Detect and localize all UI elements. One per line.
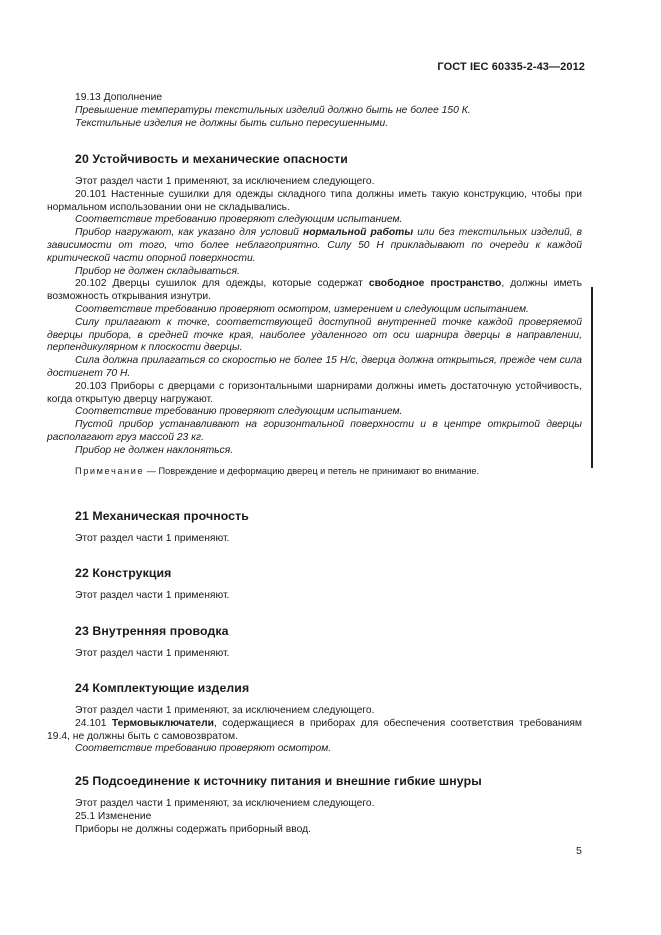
section-intro: Этот раздел части 1 применяют, за исключением следующего. [75,798,375,809]
test-rate: Сила должна прилагаться со скоростью не более 15 Н/с, дверца должна открыться, прежде чем сила достигнет 70 Н. [47,355,582,379]
document-header: ГОСТ IEC 60335-2-43—2012 [437,61,585,73]
test-result: Прибор не должен наклоняться. [75,444,234,456]
section-intro: Этот раздел части 1 применяют. [75,648,230,659]
section-heading: 23 Внутренняя проводка [75,624,229,638]
test-load: Прибор нагружают, как указано для условий нормальной работы или без текстильных изделий, в зависимости от того, что более неблагоприятно. Силу 50 Н прикладывают по очереди к каждой критической части опорной поверхности. [47,227,582,264]
section-heading: 22 Конструкция [75,566,172,580]
section-24 [47,681,582,756]
section-intro: Этот раздел части 1 применяют. [75,590,230,601]
change-bar [591,287,593,468]
clause-24-101: 24.101 Термовыключатели, содержащиеся в приборах для обеспечения соответствия требованиям 19.4, не должны быть с самовозвратом. [47,717,582,742]
section-heading: 20 Устойчивость и механические опасности [75,152,348,166]
compliance-check: Соответствие требованию проверяют следующим испытанием. [75,214,403,226]
compliance-check: Соответствие требованию проверяют осмотром, измерением и следующим испытанием. [75,303,529,315]
clause-title: 19.13 Дополнение [75,92,163,103]
clause-text: Приборы не должны содержать приборный ввод. [75,823,311,835]
test-result: Прибор не должен складываться. [75,265,240,277]
section-25 [75,774,582,836]
compliance-check: Соответствие требованию проверяют следующим испытанием. [75,406,403,418]
clause-20-103: 20.103 Приборы с дверцами с горизонтальными шарнирами должны иметь достаточную устойчивость, когда открытую дверцу нагружают. [47,380,582,405]
section-19-13 [75,92,582,130]
section-23 [75,624,582,661]
clause-20-102: 20.102 Дверцы сушилок для одежды, которые содержат свободное пространство, должны иметь возможность открывания изнутри. [47,278,582,303]
section-20-body [47,176,582,477]
page-number: 5 [576,845,582,857]
section-20 [75,152,582,166]
section-intro: Этот раздел части 1 применяют. [75,533,230,544]
clause-25-1: 25.1 Изменение [75,810,152,822]
clause-20-101: 20.101 Настенные сушилки для одежды складного типа должны иметь такую конструкцию, чтобы при нормальном использовании они не складывались. [47,188,582,213]
section-heading: 25 Подсоединение к источнику питания и внешние гибкие шнуры [75,774,482,788]
section-intro: Этот раздел части 1 применяют, за исключением следующего. [75,176,375,187]
note-label: Примечание [75,465,145,476]
section-22 [75,566,582,603]
compliance-check: Соответствие требованию проверяют осмотром. [75,743,332,755]
section-21 [75,509,582,546]
note: Примечание — Повреждение и деформацию дверец и петель не принимают во внимание. [75,465,480,476]
test-force: Силу прилагают к точке, соответствующей доступной внутренней точке каждой проверяемой дверцы прибора, в средней точке края, наиболее удаленного от оси шарнира дверцы в направлении, перпендикулярном к плоскости дверцы. [47,316,582,354]
clause-text: Превышение температуры текстильных изделий должно быть не более 150 К. [75,104,471,116]
section-intro: Этот раздел части 1 применяют, за исключением следующего. [75,705,375,716]
section-heading: 24 Комплектующие изделия [75,681,250,695]
clause-text: Текстильные изделия не должны быть сильно пересушенными. [75,117,389,129]
test-procedure: Пустой прибор устанавливают на горизонтальной поверхности и в центре открытой дверцы располагают груз массой 23 кг. [47,419,582,443]
section-heading: 21 Механическая прочность [75,509,249,523]
